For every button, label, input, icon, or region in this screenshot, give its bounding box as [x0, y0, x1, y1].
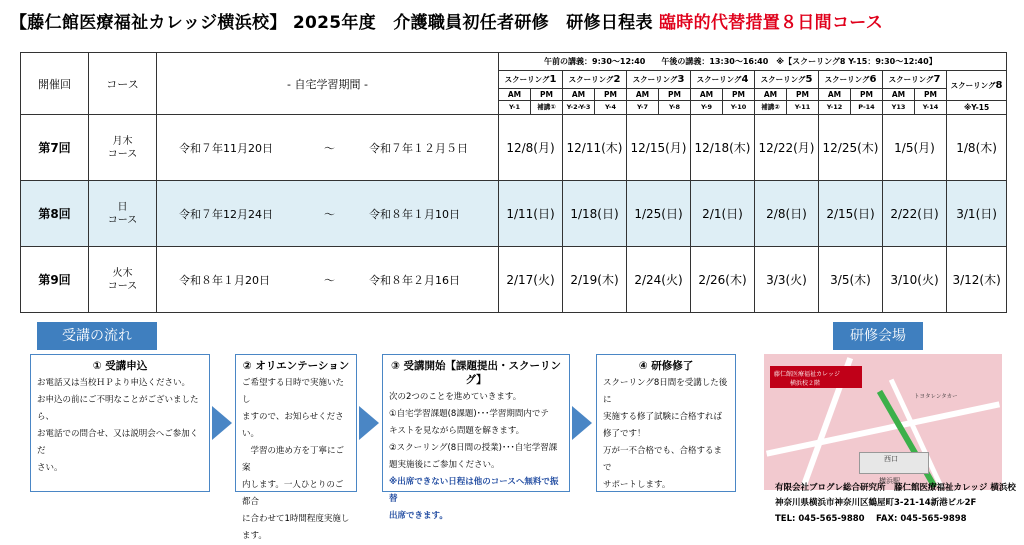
step-text: ①自宅学習課題(8課題)･･･学習期間内でテ [389, 409, 549, 419]
schooling-code: ※Y-15 [947, 101, 1007, 115]
schooling-code: Y-12 [819, 101, 851, 115]
step-title: ② オリエンテーション [242, 360, 350, 372]
schooling-code: Y-1 [499, 101, 531, 115]
date-cell: 3/1(日) [947, 181, 1007, 247]
date-cell: 2/24(火) [627, 247, 691, 313]
schooling-header-5: スクーリング5 [755, 71, 819, 89]
map-label-tokyu: トヨタレンタカー [914, 394, 958, 400]
schooling-header-2: スクーリング2 [563, 71, 627, 89]
schooling-am: AM [819, 89, 851, 101]
step-text: お電話での問合せ、又は説明会へご参加くだ [37, 429, 199, 456]
schedule-table [20, 52, 1007, 313]
step-text: 学習の進め方を丁寧にご案 [242, 446, 345, 473]
period-cell: 令和７年12月24日 ～ 令和８年１月10日 [157, 181, 499, 247]
round-cell: 第9回 [21, 247, 89, 313]
flow-label: 受講の流れ [37, 322, 157, 350]
table-row [21, 181, 1007, 247]
step-note: ※出席できない日程は他のコースへ無料で振替 [389, 477, 559, 504]
course-cell: 月木 コース [89, 115, 157, 181]
date-cell: 3/10(火) [883, 247, 947, 313]
schooling-header-1: スクーリング1 [499, 71, 563, 89]
table-row [21, 115, 1007, 181]
schooling-code: Y-11 [787, 101, 819, 115]
map-label-station: 横浜駅 [879, 477, 900, 485]
date-cell: 1/18(日) [563, 181, 627, 247]
date-cell: 2/8(日) [755, 181, 819, 247]
schooling-code: Y13 [883, 101, 915, 115]
step-text: ご希望する日時で実施いたし [242, 378, 345, 405]
step-text: サポートします。 [603, 480, 671, 490]
course-cell: 日 コース [89, 181, 157, 247]
flow-step-3 [382, 354, 570, 521]
schooling-am: AM [691, 89, 723, 101]
date-cell: 2/22(日) [883, 181, 947, 247]
schooling-code: 補講① [531, 101, 563, 115]
header-home-study: - 自宅学習期間 - [157, 53, 499, 115]
schooling-code: Y-10 [723, 101, 755, 115]
date-cell: 1/5(月) [883, 115, 947, 181]
schooling-code: Y-14 [915, 101, 947, 115]
map-road [766, 401, 1000, 456]
flow-step-4 [596, 354, 736, 492]
date-cell: 2/19(木) [563, 247, 627, 313]
map-label-school2: 横浜校２階 [790, 380, 821, 387]
step-text: お電話又は当校ＨＰより申込ください。 [37, 378, 191, 388]
step-text: ます。 [242, 531, 267, 541]
step-text: スクーリング8日間を受講した後に [603, 378, 728, 405]
header-times: 午前の講義：9:30～12:40 午後の講義：13:30～16:40 ※【スクーリング8 Y-15：9:30～12:40】 [499, 53, 1007, 71]
venue-address: 神奈川県横浜市神奈川区鶴屋町3-21-14新港ビル2F [775, 498, 977, 508]
schooling-pm: PM [531, 89, 563, 101]
date-cell: 3/12(木) [947, 247, 1007, 313]
course-cell: 火木 コース [89, 247, 157, 313]
title-main: 【藤仁館医療福祉カレッジ横浜校】 2025年度 介護職員初任者研修 研修日程表 [10, 13, 653, 33]
arrow-icon [359, 406, 379, 440]
venue-map [764, 354, 1002, 490]
schooling-code: 補講② [755, 101, 787, 115]
step-title: ④ 研修修了 [638, 360, 694, 372]
table-row [21, 247, 1007, 313]
schooling-pm: PM [659, 89, 691, 101]
schooling-pm: PM [595, 89, 627, 101]
schooling-header-4: スクーリング4 [691, 71, 755, 89]
schooling-am: AM [883, 89, 915, 101]
header-round: 開催回 [21, 53, 89, 115]
schooling-code: Y-7 [627, 101, 659, 115]
schooling-header-6: スクーリング6 [819, 71, 883, 89]
arrow-icon [212, 406, 232, 440]
header-course: コース [89, 53, 157, 115]
step-text: 内します。一人ひとりのご都合 [242, 480, 344, 507]
schooling-code: Y-2-Y-3 [563, 101, 595, 115]
date-cell: 12/22(月) [755, 115, 819, 181]
schooling-code: Y-8 [659, 101, 691, 115]
venue-label: 研修会場 [833, 322, 923, 350]
school-marker [770, 366, 862, 388]
step-text: さい。 [37, 463, 63, 473]
schooling-pm: PM [723, 89, 755, 101]
step-note: 出席できます。 [389, 511, 448, 521]
venue-tel: TEL: 045-565-9880 FAX: 045-565-9898 [775, 514, 967, 524]
schooling-pm: PM [915, 89, 947, 101]
date-cell: 2/1(日) [691, 181, 755, 247]
step-text: 万が一不合格でも、合格するまで [603, 446, 723, 473]
date-cell: 3/3(火) [755, 247, 819, 313]
date-cell: 2/26(木) [691, 247, 755, 313]
step-text: キストを見ながら問題を解きます。 [389, 426, 525, 436]
date-cell: 2/15(日) [819, 181, 883, 247]
map-label-school: 藤仁館医療福祉カレッジ [774, 371, 840, 378]
step-text: 実施する修了試験に合格すれば [603, 412, 723, 422]
schooling-am: AM [563, 89, 595, 101]
step-title: ① 受講申込 [92, 360, 148, 372]
step-text: お申込の前にご不明なことがございましたら、 [37, 395, 199, 422]
step-text: 次の2つのことを進めていきます。 [389, 392, 522, 402]
date-cell: 12/25(木) [819, 115, 883, 181]
schooling-header-8: スクーリング8 [947, 71, 1007, 101]
map-label-west: 西口 [884, 455, 898, 463]
step-text: ますので、お知らせください。 [242, 412, 344, 439]
schooling-code: P-14 [851, 101, 883, 115]
arrow-icon [572, 406, 592, 440]
step-text: 修了です！ [603, 429, 646, 439]
flow-step-1 [30, 354, 210, 492]
schooling-code: Y-4 [595, 101, 627, 115]
step-text: に合わせて1時間程度実施し [242, 514, 350, 524]
page-title [10, 8, 883, 33]
venue-company: 有限会社ブログレ総合研究所 藤仁館医療福祉カレッジ 横浜校 [775, 483, 1016, 493]
schooling-am: AM [499, 89, 531, 101]
date-cell: 12/11(木) [563, 115, 627, 181]
date-cell: 1/8(木) [947, 115, 1007, 181]
date-cell: 12/8(月) [499, 115, 563, 181]
flow-step-2 [235, 354, 357, 541]
round-cell: 第7回 [21, 115, 89, 181]
schooling-pm: PM [851, 89, 883, 101]
step-text: 題実施後にご参加ください。 [389, 460, 500, 470]
schooling-code: Y-9 [691, 101, 723, 115]
schooling-am: AM [627, 89, 659, 101]
schooling-pm: PM [787, 89, 819, 101]
date-cell: 1/11(日) [499, 181, 563, 247]
period-cell: 令和７年11月20日 ～ 令和７年１２月５日 [157, 115, 499, 181]
date-cell: 12/15(月) [627, 115, 691, 181]
schooling-header-7: スクーリング7 [883, 71, 947, 89]
schooling-am: AM [755, 89, 787, 101]
date-cell: 2/17(火) [499, 247, 563, 313]
date-cell: 12/18(木) [691, 115, 755, 181]
step-title: ③ 受講開始【課題提出・スクーリング】 [390, 360, 562, 386]
step-text: ②スクーリング(8日間の授業)･･･自宅学習課 [389, 443, 558, 453]
round-cell: 第8回 [21, 181, 89, 247]
date-cell: 1/25(日) [627, 181, 691, 247]
title-highlight: 臨時的代替措置８日間コース [658, 13, 884, 33]
schooling-header-3: スクーリング3 [627, 71, 691, 89]
date-cell: 3/5(木) [819, 247, 883, 313]
period-cell: 令和８年１月20日 ～ 令和８年２月16日 [157, 247, 499, 313]
